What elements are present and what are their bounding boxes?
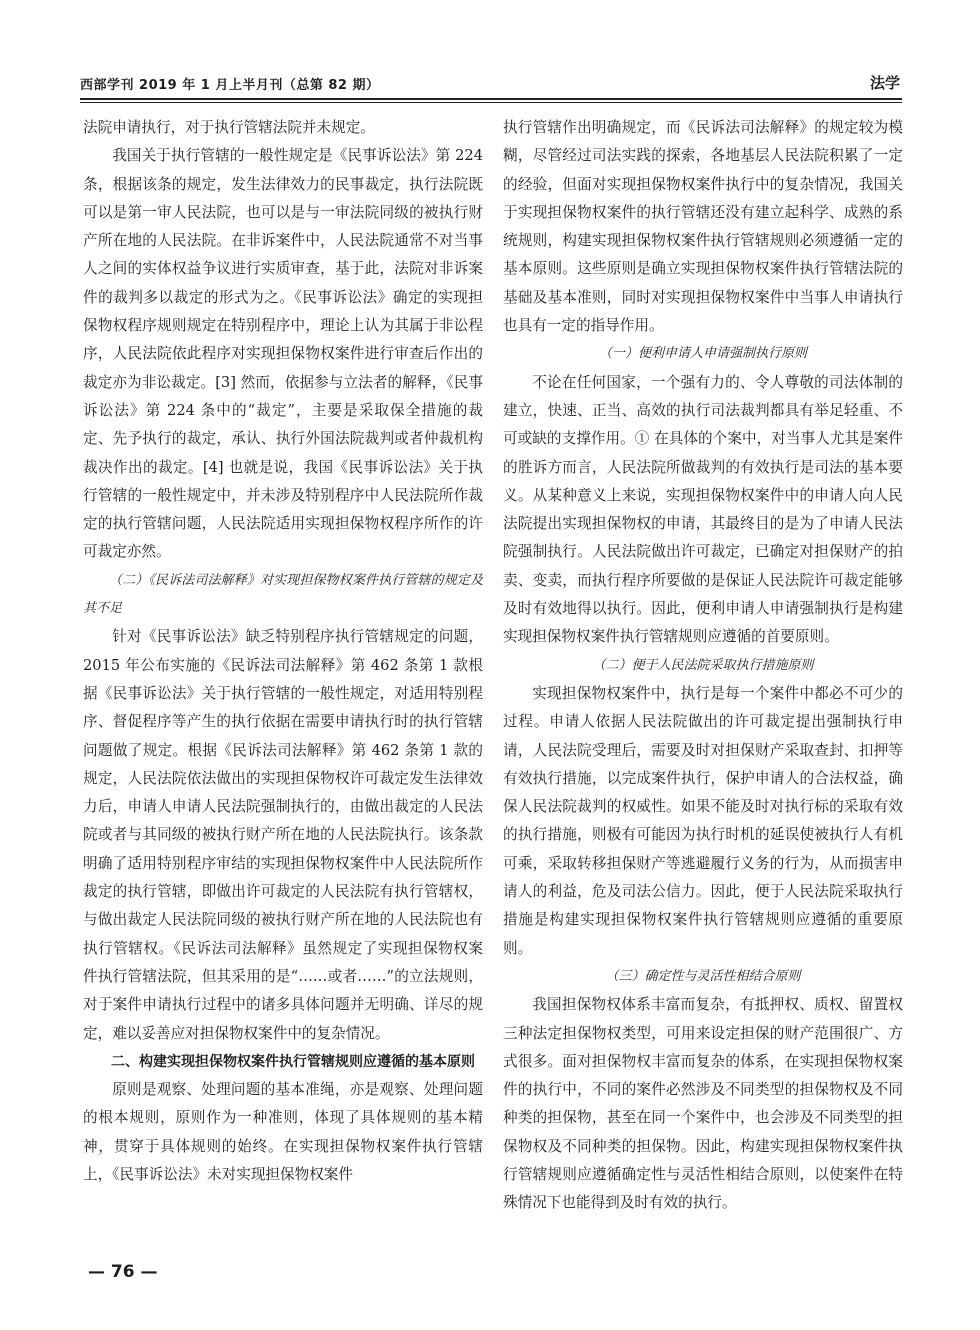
header-rule-thick (80, 98, 902, 100)
section-label: 法学 (869, 74, 900, 92)
paragraph: 我国关于执行管辖的一般性规定是《民事诉讼法》第 224 条，根据该条的规定，发生法律效力的民事裁定，执行法院既可以是第一审人民法院，也可以是与一审法院同级的被执行财产所在地的人民法院。在非诉案件中，人民法院通常不对当事人之间的实体权益争议进行实质审查，基于此，法院对非诉案件的裁判多以裁定的形式为之。《民事诉讼法》确定的实现担保物权程序规则规定在特别程序中，理论上认为其属于非讼程序，人民法院依此程序对实现担保物权案件进行审查后作出的裁定亦为非讼裁定。[3] 然而，依据参与立法者的解释，《民事诉讼法》第 224 条中的“裁定”，主要是采取保全措施的裁定、先予执行的裁定，承认、执行外国法院裁判或者仲裁机构裁决作出的裁定。[4] 也就是说，我国《民事诉讼法》关于执行管辖的一般性规定中，并未涉及特别程序中人民法院所作裁定的执行管辖问题，人民法院适用实现担保物权程序所作的许可裁定亦然。 (83, 147, 483, 561)
subsection-heading: （一）便利申请人申请强制执行原则 (598, 346, 807, 362)
subsection-heading: （二）便于人民法院采取执行措施原则 (592, 657, 814, 673)
page-number: — 76 — (88, 1262, 158, 1282)
paragraph: 我国担保物权体系丰富而复杂，有抵押权、质权、留置权三种法定担保物权类型，可用来设定担保的财产范围很广、方式很多。面对担保物权丰富而复杂的体系，在实现担保物权案件的执行中，不同的案件必然涉及不同类型的担保物权及不同种类的担保物，甚至在同一个案件中，也会涉及不同类型的担保物权及不同种类的担保物。因此，构建实现担保物权案件执行管辖规则应遵循确定性与灵活性相结合原则，以使案件在特殊情况下也能得到及时有效的执行。 (503, 996, 903, 1212)
running-header (80, 66, 900, 96)
subsection-heading: （三）确定性与灵活性相结合原则 (605, 968, 801, 984)
journal-info: 西部学刊 2019 年 1 月上半月刊（总第 82 期） (80, 78, 380, 93)
paragraph: 原则是观察、处理问题的基本准绳，亦是观察、处理问题的根本规则，原则作为一种准则，体现了具体规则的基本精神，贯穿于具体规则的始终。在实现担保物权案件执行管辖上，《民事诉讼法》未对实现担保物权案件 (83, 1081, 483, 1183)
left-column (83, 114, 483, 1189)
paragraph: 针对《民事诉讼法》缺乏特别程序执行管辖规定的问题，2015 年公布实施的《民诉法司法解释》第 462 条第 1 款根据《民事诉讼法》关于执行管辖的一般性规定，对适用特别程序、督促程序等产生的执行依据在需要申请执行时的执行管辖问题做了规定。根据《民诉法司法解释》第 462 条第 1 款的规定，人民法院依法做出的实现担保物权许可裁定发生法律效力后，申请人申请人民法院强制执行的，由做出裁定的人民法院或者与其同级的被执行财产所在地的人民法院执行。该条款明确了适用特别程序审结的实现担保物权案件中人民法院所作裁定的执行管辖，即做出许可裁定的人民法院有执行管辖权，与做出裁定人民法院同级的被执行财产所在地的人民法院也有执行管辖权。《民诉法司法解释》虽然规定了实现担保物权案件执行管辖法院，但其采用的是“……或者……”的立法规则，对于案件申请执行过程中的诸多具体问题并无明确、详尽的规定，难以妥善应对担保物权案件中的复杂情况。 (83, 628, 483, 1042)
paragraph: 法院申请执行，对于执行管辖法院并未规定。 (83, 119, 375, 136)
paragraph: 执行管辖作出明确规定，而《民诉法司法解释》的规定较为模糊，尽管经过司法实践的探索，各地基层人民法院积累了一定的经验，但面对实现担保物权案件执行中的复杂情况，我国关于实现担保物权案件的执行管辖还没有建立起科学、成熟的系统规则，构建实现担保物权案件执行管辖规则必须遵循一定的基本原则。这些原则是确立实现担保物权案件执行管辖法院的基础及基本准则，同时对实现担保物权案件中当事人申请执行也具有一定的指导作用。 (503, 119, 903, 335)
header-rule-thin (80, 102, 902, 103)
paragraph: 实现担保物权案件中，执行是每一个案件中都必不可少的过程。申请人依据人民法院做出的许可裁定提出强制执行申请，人民法院受理后，需要及时对担保财产采取查封、扣押等有效执行措施，以完成案件执行，保护申请人的合法权益，确保人民法院裁判的权威性。如果不能及时对执行标的采取有效的执行措施，则极有可能因为执行时机的延误使被执行人有机可乘，采取转移担保财产等逃避履行义务的行为，从而损害申请人的利益，危及司法公信力。因此，便于人民法院采取执行措施是构建实现担保物权案件执行管辖规则应遵循的重要原则。 (503, 684, 903, 957)
right-column (503, 114, 903, 1218)
subsection-heading: （二）《民诉法司法解释》对实现担保物权案件执行管辖的规定及其不足 (83, 572, 483, 617)
section-heading: 二、构建实现担保物权案件执行管辖规则应遵循的基本原则 (111, 1053, 475, 1070)
paragraph: 不论在任何国家，一个强有力的、令人尊敬的司法体制的建立，快速、正当、高效的执行司法裁判都具有举足轻重、不可或缺的支撑作用。① 在具体的个案中，对当事人尤其是案件的胜诉方而言，人民法院所做裁判的有效执行是司法的基本要义。从某种意义上来说，实现担保物权案件中的申请人向人民法院提出实现担保物权的申请，其最终目的是为了申请人民法院强制执行。人民法院做出许可裁定，已确定对担保财产的拍卖、变卖，而执行程序所要做的是保证人民法院许可裁定能够及时有效地得以执行。因此，便利申请人申请强制执行是构建实现担保物权案件执行管辖规则应遵循的首要原则。 (503, 373, 903, 646)
